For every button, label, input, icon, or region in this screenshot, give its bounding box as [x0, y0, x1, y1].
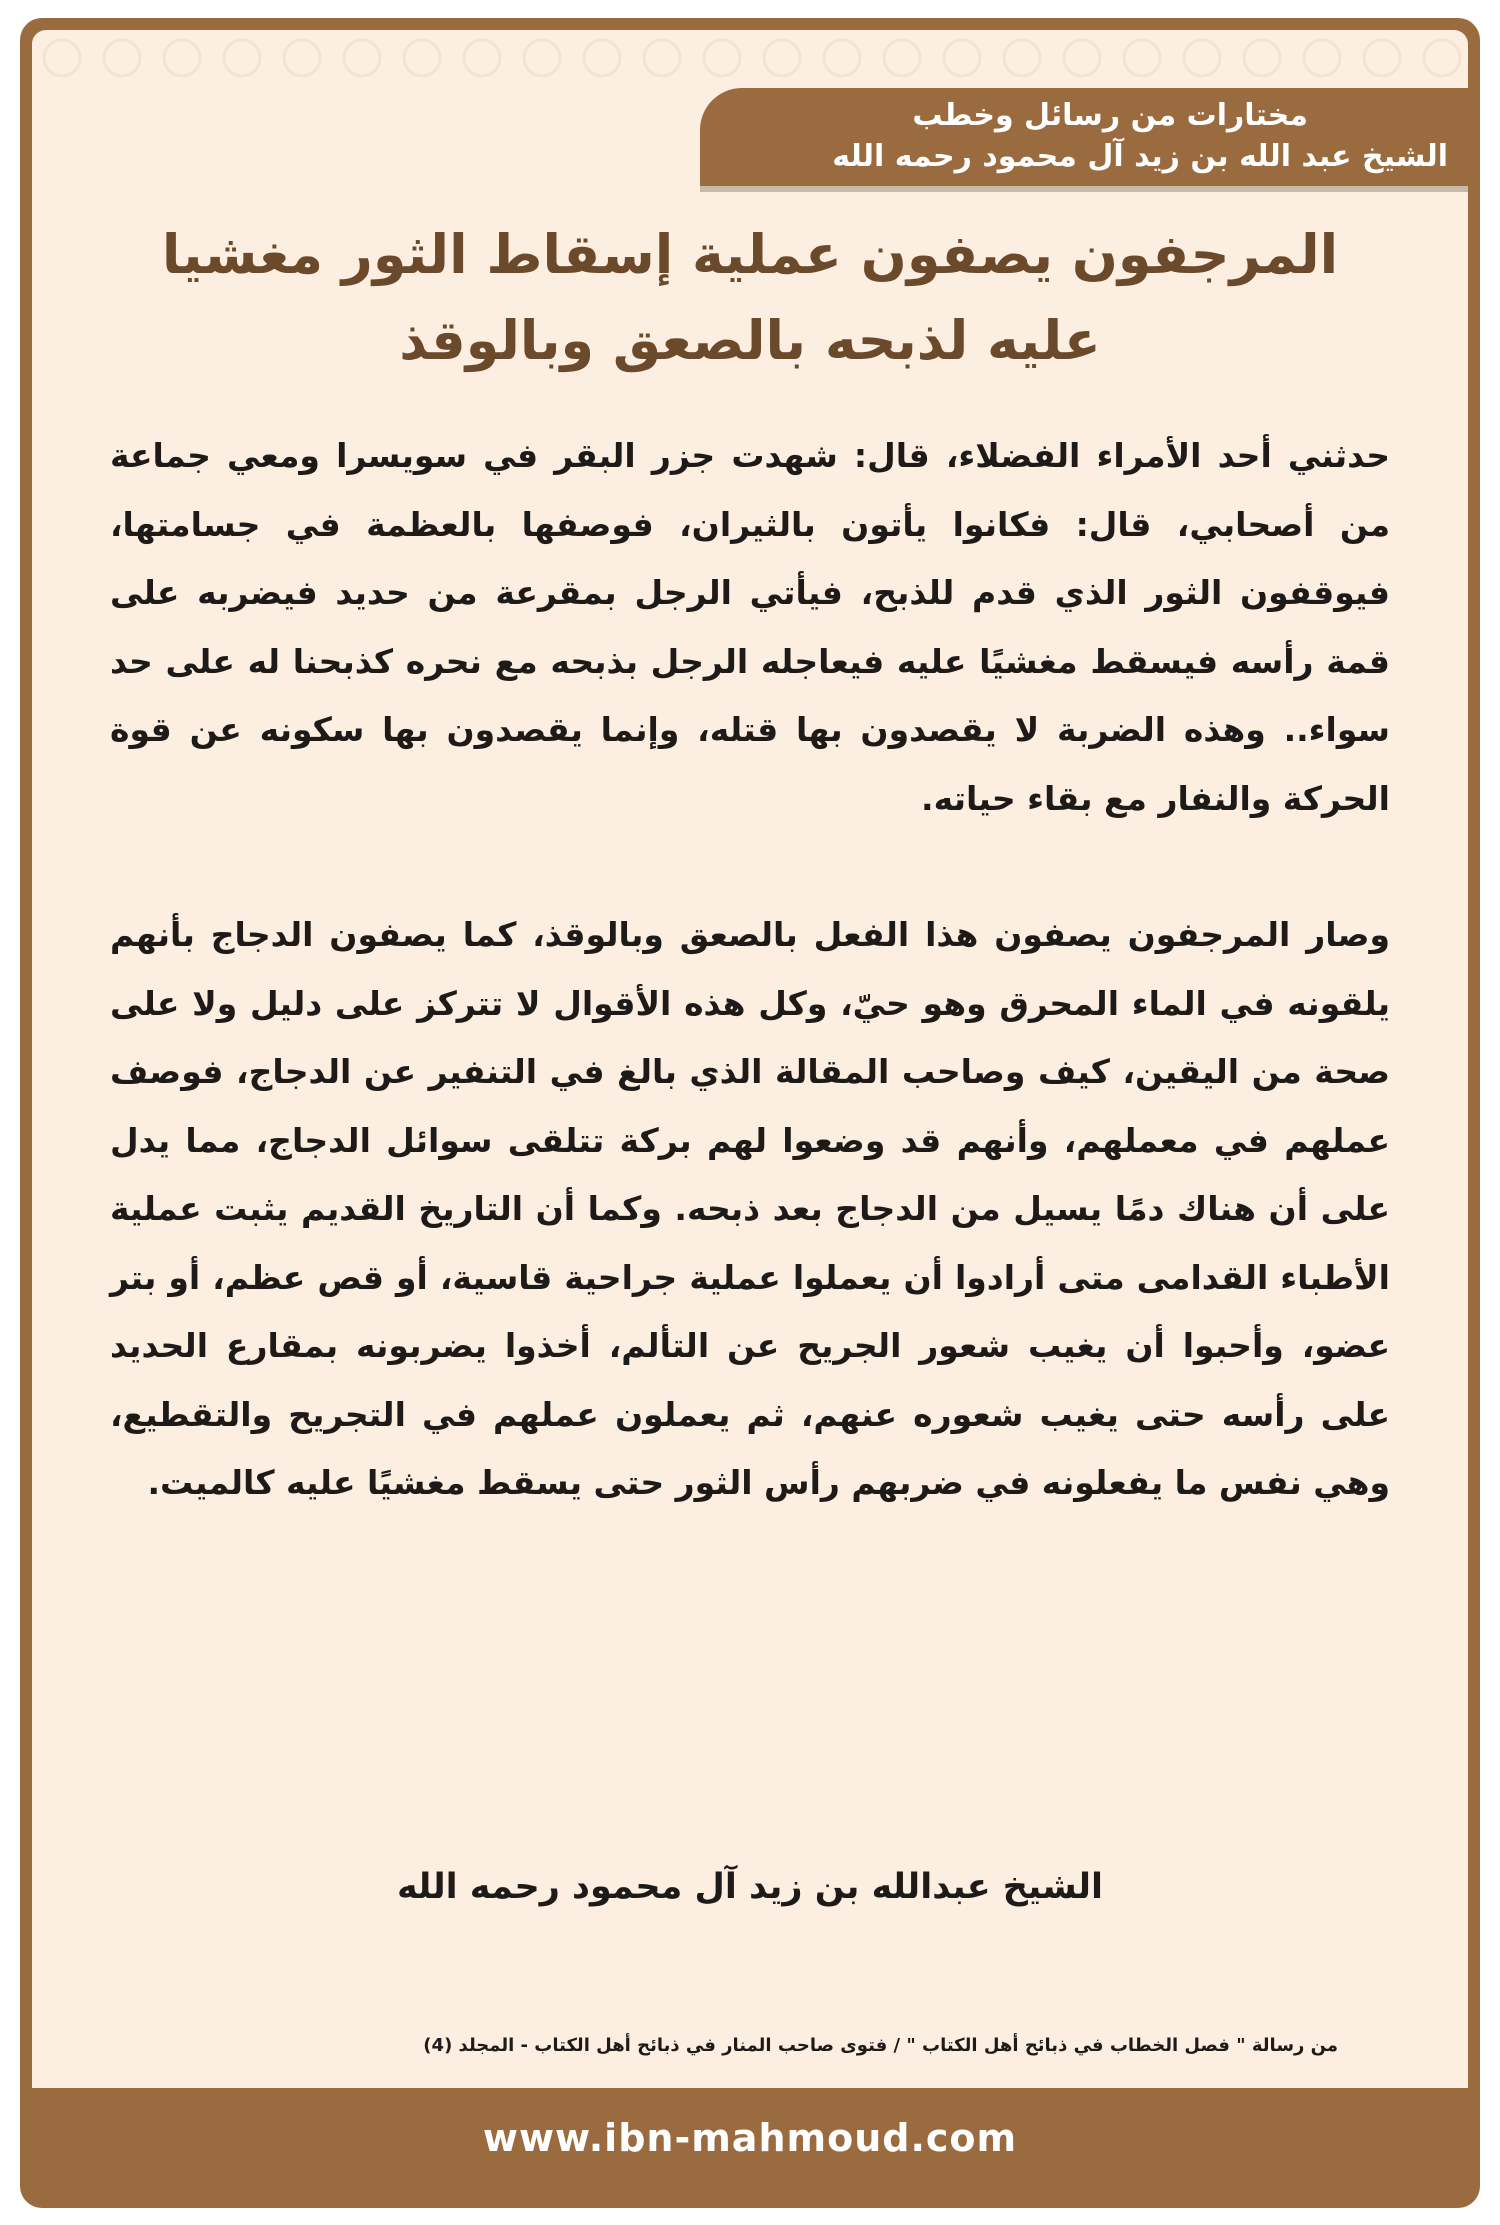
article-title [92, 212, 1408, 384]
paragraph-2: وصار المرجفون يصفون هذا الفعل بالصعق وبالوقذ، كما يصفون الدجاج بأنهم يلقونه في الماء المحرق وهو حيّ، وكل هذه الأقوال لا تتركز على دليل ولا على صحة من اليقين، كيف وصاحب المقالة الذي بالغ في التنفير عن الدجاج، فوصف عملهم في معملهم، وأنهم قد وضعوا لهم بركة تتلقى سوائل الدجاج، مما يدل على أن هناك دمًا يسيل من الدجاج بعد ذبحه. وكما أن التاريخ القديم يثبت عملية الأطباء القدامى متى أرادوا أن يعملوا عملية جراحية قاسية، أو قص عظم، أو بتر عضو، وأحبوا أن يغيب شعور الجريح عن التألم، أخذوا يضربونه بمقارع الحديد على رأسه حتى يغيب شعوره عنهم، ثم يعملون عملهم في التجريح والتقطيع، وهي نفس ما يفعلونه في ضربهم رأس الثور حتى يسقط مغشيًا عليه كالميت. [110, 915, 1390, 1502]
header-banner [700, 88, 1468, 186]
paragraph-1: حدثني أحد الأمراء الفضلاء، قال: شهدت جزر البقر في سويسرا ومعي جماعة من أصحابي، قال: فكانوا يأتون بالثيران، فوصفها بالعظمة في جسامتها، فيوقفون الثور الذي قدم للذبح، فيأتي الرجل بمقرعة من حديد فيضربه على قمة رأسه فيسقط مغشيًا عليه فيعاجله الرجل بذبحه مع نحره كذبحنا له على حد سواء.. وهذه الضربة لا يقصدون بها قتله، وإنما يقصدون بها سكونه عن قوة الحركة والنفار مع بقاء حياته. [110, 436, 1390, 818]
content-sheet [32, 30, 1468, 2088]
header-series-title: مختارات من رسائل وخطب [912, 98, 1308, 133]
author-signature: الشيخ عبدالله بن زيد آل محمود رحمه الله [396, 1867, 1104, 1907]
header-text [708, 88, 1448, 186]
title-line-1: المرجفون يصفون عملية إسقاط الثور مغشيا [161, 223, 1339, 286]
website-link[interactable]: www.ibn-mahmoud.com [482, 2116, 1018, 2160]
article-body [110, 422, 1390, 1518]
title-line-2: عليه لذبحه بالصعق وبالوقذ [399, 309, 1101, 372]
header-author: الشيخ عبد الله بن زيد آل محمود رحمه الله [832, 139, 1448, 174]
decorative-pattern [32, 30, 1468, 86]
source-citation: من رسالة " فصل الخطاب في ذبائح أهل الكتاب " / فتوى صاحب المنار في ذبائح أهل الكتاب - المجلد (4) [423, 2035, 1338, 2056]
footer-bar [20, 2088, 1480, 2188]
